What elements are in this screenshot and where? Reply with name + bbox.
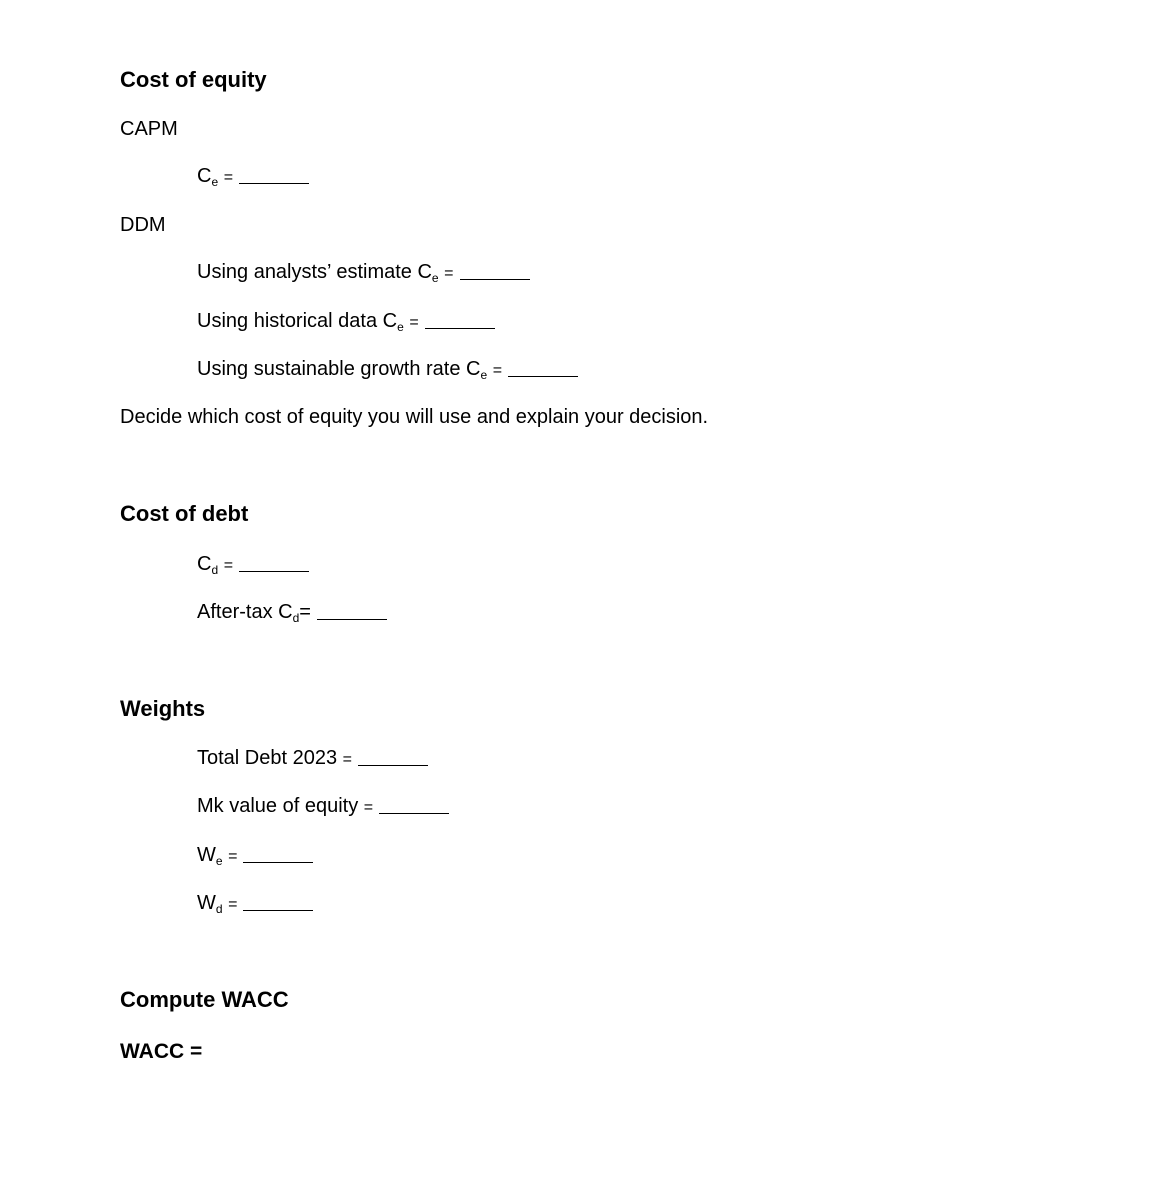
ce-equals: =: [223, 169, 234, 186]
wd-equals: =: [228, 896, 238, 913]
total-debt-row: [197, 748, 428, 768]
wd-subscript: d: [215, 902, 223, 916]
cd-row: [197, 553, 309, 577]
we-equals: =: [228, 848, 238, 865]
cd-equals: =: [223, 557, 234, 574]
ddm-analysts-equals: =: [444, 265, 454, 282]
mk-value-row: [197, 796, 449, 816]
capm-ce-blank[interactable]: [239, 182, 309, 184]
ce-symbol: C: [197, 165, 212, 187]
decision-instruction: Decide which cost of equity you will use and explain your decision.: [120, 406, 709, 428]
ddm-sustainable-row: [197, 358, 578, 382]
after-tax-subscript: d: [292, 611, 300, 625]
we-subscript: e: [215, 854, 223, 868]
ddm-sustainable-equals: =: [492, 362, 503, 379]
ddm-historical-equals: =: [409, 314, 419, 331]
total-debt-text: Total Debt 2023: [197, 747, 338, 769]
we-symbol: W: [197, 844, 216, 866]
cost-of-equity-heading: Cost of equity: [120, 67, 267, 92]
ddm-historical-row: [197, 310, 495, 334]
ddm-sustainable-sub: e: [480, 368, 488, 382]
wacc-equation: WACC =: [120, 1040, 203, 1063]
ddm-historical-blank[interactable]: [425, 327, 495, 329]
ddm-analysts-blank[interactable]: [460, 278, 530, 280]
ddm-sustainable-blank[interactable]: [508, 375, 578, 377]
after-tax-text: After-tax C: [197, 601, 293, 623]
cd-subscript: d: [211, 563, 219, 577]
ddm-analysts-text: Using analysts’ estimate C: [197, 261, 432, 283]
mk-value-equals: =: [363, 799, 374, 816]
weights-heading: Weights: [120, 696, 206, 721]
we-row: [197, 844, 313, 868]
ddm-label: DDM: [120, 214, 166, 236]
ddm-sustainable-text: Using sustainable growth rate C: [197, 358, 481, 380]
mk-value-text: Mk value of equity: [197, 795, 359, 817]
cd-symbol: C: [197, 553, 212, 575]
capm-label: CAPM: [120, 118, 178, 140]
total-debt-equals: =: [342, 751, 353, 768]
capm-ce-row: [197, 165, 309, 189]
cd-blank[interactable]: [239, 570, 309, 572]
cost-of-debt-heading: Cost of debt: [120, 501, 249, 526]
ddm-historical-text: Using historical data C: [197, 310, 398, 332]
total-debt-blank[interactable]: [358, 764, 428, 766]
ddm-analysts-sub: e: [431, 271, 439, 285]
compute-wacc-heading: Compute WACC: [120, 987, 289, 1012]
mk-value-blank[interactable]: [379, 812, 449, 814]
after-tax-equals: =: [299, 601, 311, 623]
we-blank[interactable]: [243, 861, 313, 863]
ddm-analysts-row: [197, 261, 530, 285]
wd-blank[interactable]: [243, 909, 313, 911]
ddm-historical-sub: e: [397, 320, 404, 334]
ce-subscript: e: [211, 175, 219, 189]
wd-symbol: W: [197, 892, 216, 914]
after-tax-cd-row: [197, 601, 387, 625]
after-tax-cd-blank[interactable]: [317, 618, 387, 620]
wd-row: [197, 892, 313, 916]
